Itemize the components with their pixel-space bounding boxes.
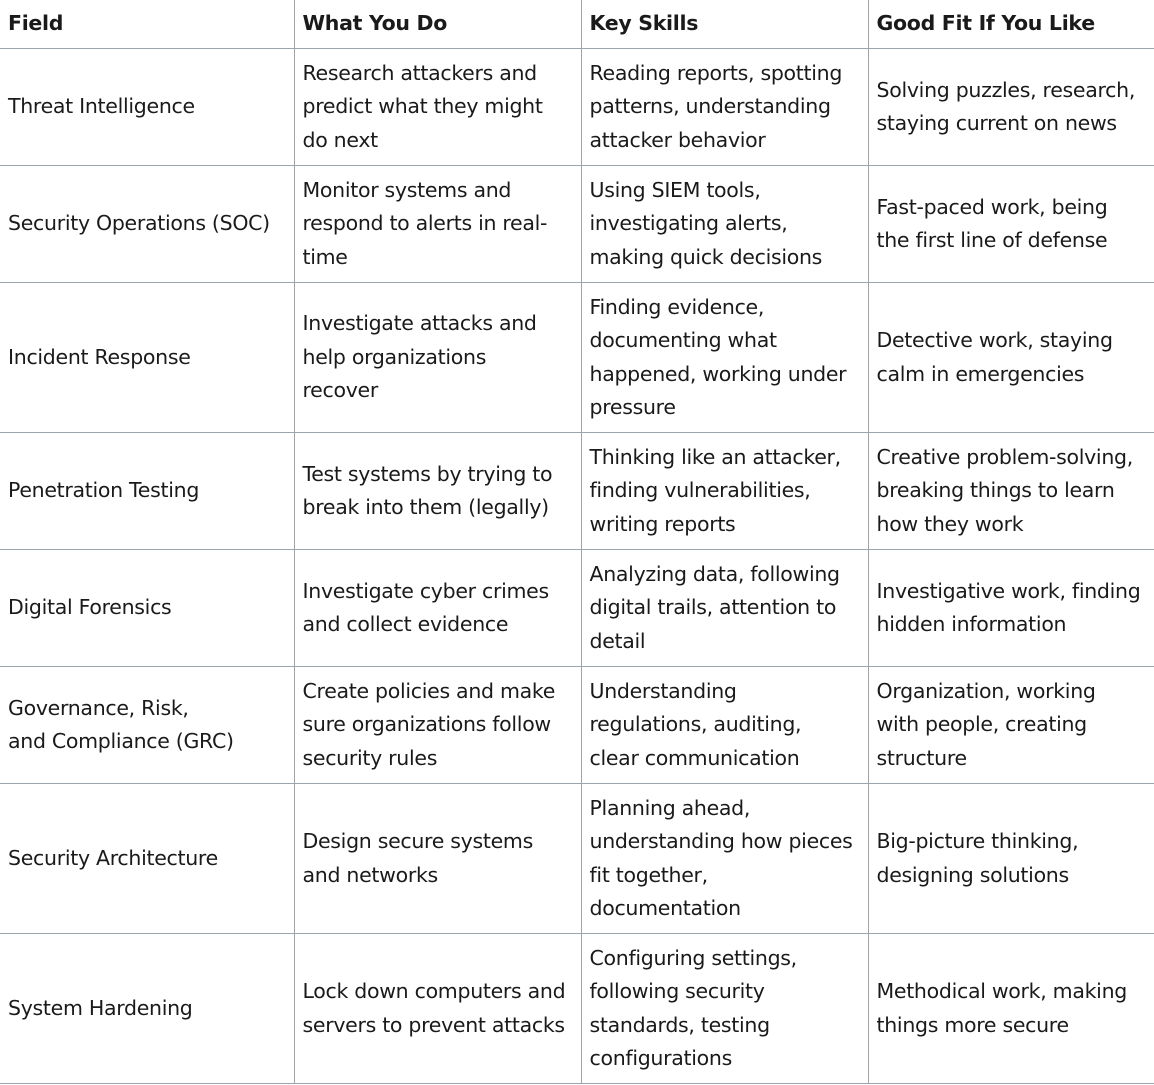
cell-line: documentation	[589, 896, 741, 920]
cell-line: making quick decisions	[589, 244, 823, 269]
cell-line: finding vulnerabilities,	[589, 478, 811, 503]
key-skills-cell	[581, 49, 868, 166]
cell-line: following security	[589, 979, 765, 1003]
cell-line: Solving puzzles, research,	[876, 77, 1136, 102]
cell-line: configurations	[589, 1046, 732, 1070]
field-cell	[0, 934, 294, 1084]
cell-line: Investigative work, finding	[876, 578, 1141, 603]
cell-line: Fast-paced work, being	[876, 194, 1108, 219]
cell-line: Threat Intelligence	[8, 94, 195, 119]
what-you-do-cell	[294, 550, 581, 667]
table-row	[0, 934, 1154, 1084]
table-row	[0, 667, 1154, 784]
key-skills-cell	[581, 550, 868, 667]
header-what-you-do: What You Do	[294, 0, 581, 49]
cell-line: Test systems by trying to	[302, 461, 553, 486]
cell-line: regulations, auditing,	[589, 712, 802, 737]
what-you-do-cell	[294, 433, 581, 550]
cell-line: the first line of defense	[876, 228, 1108, 252]
field-cell	[0, 784, 294, 934]
header-good-fit: Good Fit If You Like	[868, 0, 1154, 49]
good-fit-cell	[868, 784, 1154, 934]
cell-line: breaking things to learn	[876, 478, 1115, 503]
header-row	[0, 0, 1154, 49]
what-you-do-cell	[294, 283, 581, 433]
cell-line: happened, working under	[589, 361, 847, 386]
cell-line: patterns, understanding	[589, 94, 831, 119]
cell-line: Thinking like an attacker,	[589, 444, 841, 469]
cell-line: and collect evidence	[302, 612, 509, 636]
cell-line: how they work	[876, 511, 1024, 536]
good-fit-cell	[868, 49, 1154, 166]
cell-line: respond to alerts in real-	[302, 211, 548, 236]
good-fit-cell	[868, 433, 1154, 550]
cell-line: Penetration Testing	[8, 478, 200, 503]
cell-line: and Compliance (GRC)	[8, 729, 234, 753]
cell-line: help organizations	[302, 344, 487, 369]
cell-line: writing reports	[589, 511, 736, 536]
key-skills-cell	[581, 667, 868, 784]
cell-line: Incident Response	[8, 344, 191, 369]
cell-line: System Hardening	[8, 995, 193, 1020]
cell-line: Detective work, staying	[876, 328, 1113, 352]
cell-line: Investigate cyber crimes	[302, 578, 549, 603]
field-cell	[0, 49, 294, 166]
cell-line: documenting what	[589, 328, 777, 352]
cell-line: Monitor systems and	[302, 177, 512, 202]
what-you-do-cell	[294, 667, 581, 784]
good-fit-cell	[868, 667, 1154, 784]
cell-line: Configuring settings,	[589, 945, 797, 970]
cell-line: recover	[302, 378, 378, 403]
cell-line: sure organizations follow	[302, 712, 551, 737]
cell-line: Lock down computers and	[302, 979, 566, 1003]
cell-line: predict what they might	[302, 94, 543, 119]
cell-line: security rules	[302, 745, 438, 770]
cell-line: Analyzing data, following	[589, 561, 840, 586]
cell-line: Creative problem-solving,	[876, 444, 1133, 469]
cell-line: hidden information	[876, 612, 1067, 636]
cell-line: Methodical work, making	[876, 979, 1127, 1003]
cell-line: things more secure	[876, 1012, 1069, 1037]
good-fit-cell	[868, 934, 1154, 1084]
cell-line: understanding how pieces	[589, 829, 853, 853]
good-fit-cell	[868, 283, 1154, 433]
table-row	[0, 550, 1154, 667]
what-you-do-cell	[294, 934, 581, 1084]
cell-line: staying current on news	[876, 111, 1117, 135]
key-skills-cell	[581, 433, 868, 550]
table-row	[0, 433, 1154, 550]
cell-line: Security Architecture	[8, 845, 218, 870]
field-cell	[0, 283, 294, 433]
cell-line: with people, creating	[876, 712, 1087, 737]
what-you-do-cell	[294, 784, 581, 934]
cell-line: Big-picture thinking,	[876, 829, 1079, 853]
cell-line: fit together,	[589, 862, 708, 887]
cell-line: and networks	[302, 862, 438, 887]
header-field: Field	[0, 0, 294, 49]
what-you-do-cell	[294, 49, 581, 166]
what-you-do-cell	[294, 166, 581, 283]
cell-line: break into them (legally)	[302, 495, 549, 519]
field-cell	[0, 166, 294, 283]
cell-line: Reading reports, spotting	[589, 60, 843, 85]
cell-line: attacker behavior	[589, 127, 766, 152]
cell-line: Understanding	[589, 678, 737, 703]
field-cell	[0, 550, 294, 667]
cell-line: clear communication	[589, 745, 800, 770]
cell-line: Security Operations (SOC)	[8, 211, 270, 236]
table-row	[0, 49, 1154, 166]
cell-line: Using SIEM tools,	[589, 177, 761, 202]
cell-line: Finding evidence,	[589, 294, 765, 319]
cell-line: Create policies and make	[302, 678, 556, 703]
cell-line: structure	[876, 745, 967, 770]
key-skills-cell	[581, 784, 868, 934]
field-cell	[0, 433, 294, 550]
cell-line: Digital Forensics	[8, 595, 172, 620]
field-cell	[0, 667, 294, 784]
cell-line: calm in emergencies	[876, 361, 1085, 386]
cell-line: servers to prevent attacks	[302, 1012, 565, 1037]
cell-line: designing solutions	[876, 862, 1069, 887]
cell-line: Planning ahead,	[589, 795, 751, 820]
good-fit-cell	[868, 550, 1154, 667]
cell-line: investigating alerts,	[589, 211, 788, 236]
cell-line: Research attackers and	[302, 60, 537, 85]
cell-line: do next	[302, 127, 378, 152]
cell-line: pressure	[589, 395, 676, 419]
cell-line: Investigate attacks and	[302, 311, 537, 336]
cell-line: digital trails, attention to	[589, 595, 837, 620]
cell-line: Organization, working	[876, 678, 1096, 703]
key-skills-cell	[581, 283, 868, 433]
cell-line: Design secure systems	[302, 829, 533, 853]
good-fit-cell	[868, 166, 1154, 283]
cell-line: time	[302, 244, 348, 269]
table-row	[0, 166, 1154, 283]
cell-line: detail	[589, 628, 646, 653]
table-row	[0, 784, 1154, 934]
table-row	[0, 283, 1154, 433]
table-body	[0, 49, 1154, 1084]
cell-line: standards, testing	[589, 1012, 770, 1037]
header-key-skills: Key Skills	[581, 0, 868, 49]
key-skills-cell	[581, 166, 868, 283]
key-skills-cell	[581, 934, 868, 1084]
cell-line: Governance, Risk,	[8, 695, 189, 720]
